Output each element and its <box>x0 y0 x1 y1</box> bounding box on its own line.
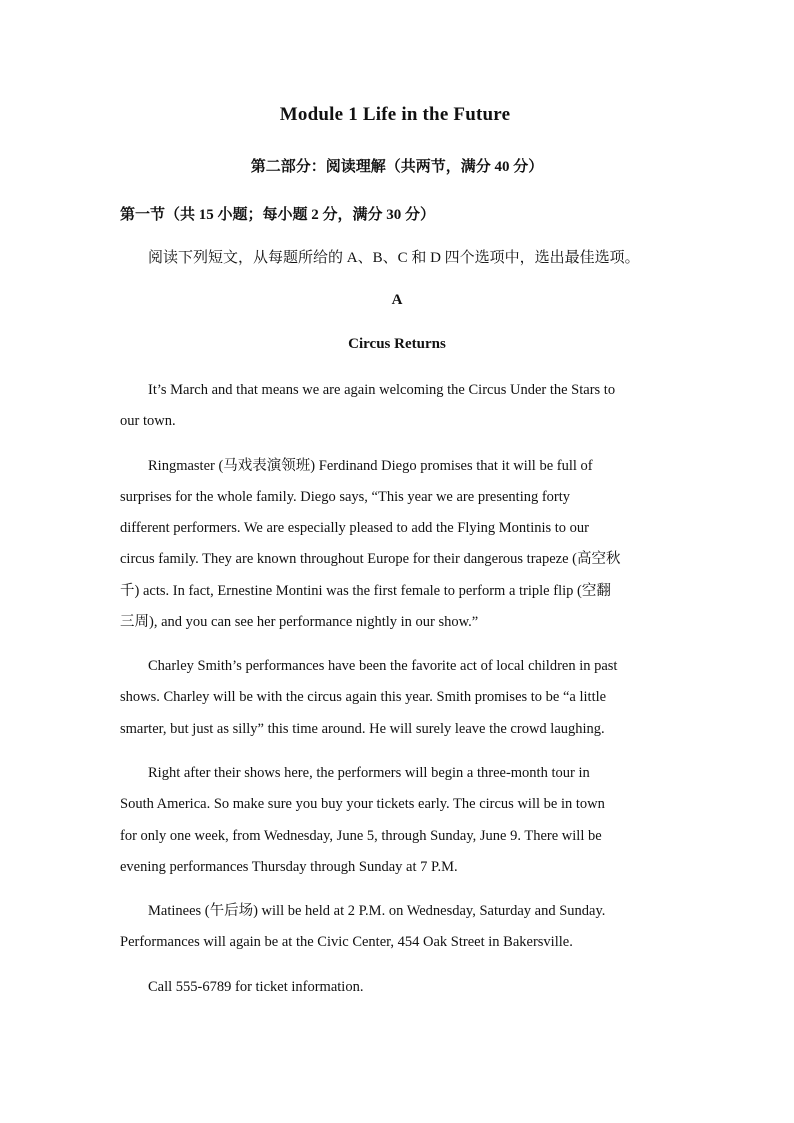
passage-line: different performers. We are especially pleased to add the Flying Montinis to our <box>120 520 590 536</box>
passage-line: It’s March and that means we are again welcoming the Circus Under the Stars to <box>148 382 616 398</box>
passage-line: smarter, but just as silly” this time around. He will surely leave the crowd laughing. <box>120 721 605 737</box>
passage-line: circus family. They are known throughout Europe for their dangerous trapeze (高空秋 <box>120 551 621 567</box>
passage-line: Right after their shows here, the performers will begin a three-month tour in <box>148 765 590 781</box>
passage-line: Ringmaster (马戏表演领班) Ferdinand Diego promises that it will be full of <box>148 458 593 474</box>
passage-letter: A <box>391 292 403 308</box>
passage-line: surprises for the whole family. Diego says, “This year we are presenting forty <box>120 489 571 505</box>
passage-line: our town. <box>120 413 176 429</box>
passage-line: Performances will again be at the Civic Center, 454 Oak Street in Bakersville. <box>120 934 573 950</box>
passage-line: South America. So make sure you buy your tickets early. The circus will be in town <box>120 796 605 812</box>
passage-line: 千) acts. In fact, Ernestine Montini was the first female to perform a triple flip (空翻 <box>120 583 611 599</box>
passage-title: Circus Returns <box>348 336 446 352</box>
instruction-text: 阅读下列短文，从每题所给的 A、B、C 和 D 四个选项中，选出最佳选项。 <box>148 250 640 266</box>
passage-line: evening performances Thursday through Sunday at 7 P.M. <box>120 859 458 875</box>
module-title: Module 1 Life in the Future <box>279 104 511 125</box>
passage-line: 三周), and you can see her performance nightly in our show.” <box>120 614 479 630</box>
passage-line: shows. Charley will be with the circus again this year. Smith promises to be “a little <box>120 689 607 705</box>
subsection-title: 第一节（共 15 小题；每小题 2 分，满分 30 分） <box>120 207 436 223</box>
passage-line: Call 555-6789 for ticket information. <box>148 979 364 995</box>
section-title: 第二部分：阅读理解（共两节，满分 40 分） <box>250 159 544 175</box>
passage-line: Charley Smith’s performances have been the favorite act of local children in past <box>148 658 618 674</box>
passage-line: Matinees (午后场) will be held at 2 P.M. on Wednesday, Saturday and Sunday. <box>148 903 606 919</box>
passage-line: for only one week, from Wednesday, June 5, through Sunday, June 9. There will be <box>120 828 602 844</box>
